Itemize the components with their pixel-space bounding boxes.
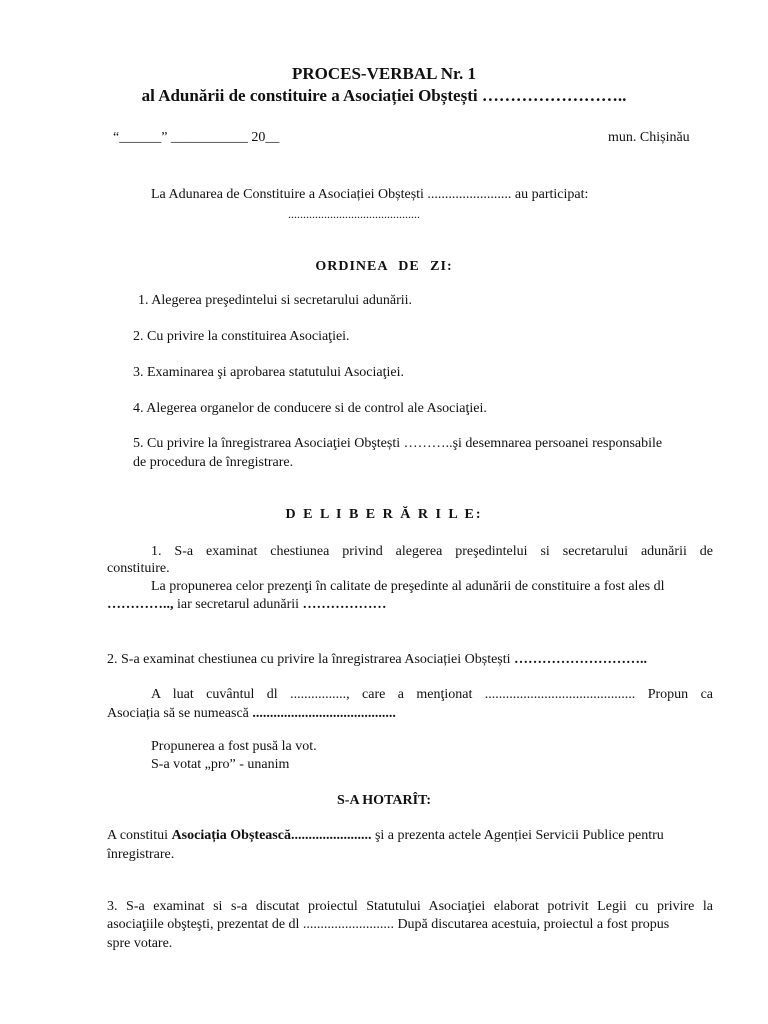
item3-line3: spre votare. [107, 936, 173, 951]
deliberation-1-line2: constituire. [107, 561, 170, 576]
decision-heading: S-A HOTARÎT: [337, 793, 431, 808]
secretary-text: iar secretarul adunării [173, 597, 303, 612]
deliberation-1-line3: La propunerea celor prezenţi în calitate de preşedinte al adunării de constituire a fost ales dl [151, 579, 665, 594]
deliberation-2-text: 2. S-a examinat chestiunea cu privire la înregistrarea Asociației Obștești [107, 652, 515, 667]
agenda-item-1: 1. Alegerea preşedintelui si secretarului adunării. [138, 293, 413, 308]
secretary-name-placeholder: ……………… [302, 597, 387, 612]
participants-placeholder: ............................................ [288, 207, 420, 221]
item3-line2 [107, 915, 669, 934]
vote-line-1: Propunerea a fost pusă la vot. [151, 739, 317, 754]
decision-line1 [107, 826, 664, 845]
deliberation-2-line [107, 650, 647, 669]
date-line: “______” ___________ 20__ [113, 130, 280, 145]
decision-text-b: şi a prezenta actele Agenției Servicii Publice pentru [371, 828, 664, 843]
speech-text: Asociația să se numească [107, 706, 253, 721]
deliberation-1-line1: 1. S-a examinat chestiunea privind alegerea preşedintelui si secretarului adunării de [151, 544, 713, 559]
city-label: mun. Chișinău [608, 130, 690, 145]
deliberation-1-line4 [107, 595, 387, 614]
vote-line-2: S-a votat „pro” - unanim [151, 757, 290, 772]
agenda-item-4: 4. Alegerea organelor de conducere si de control ale Asociaţiei. [133, 401, 487, 416]
item3-line1: 3. S-a examinat si s-a discutat proiectul Statutului Asociaţiei elaborat potrivit Legii cu privire la [107, 899, 713, 914]
item3-text-a: asociaţiile obşteşti, prezentat de dl ......................... [107, 917, 391, 932]
item3-text-b: . După discutarea acestuia, proiectul a fost propus [390, 917, 670, 932]
agenda-heading: ORDINEA DE ZI: [315, 259, 453, 274]
decision-association-name: Asociația Obștească....................... [171, 828, 372, 843]
agenda-item-5-cont: de procedura de înregistrare. [133, 455, 294, 470]
decision-line2: înregistrare. [107, 847, 175, 862]
document-title: PROCES-VERBAL Nr. 1 [291, 64, 477, 83]
document-subtitle: al Adunării de constituire a Asociației Obștești …………………….. [141, 86, 627, 105]
proposed-name-placeholder: ......................................... [252, 706, 396, 721]
association-name-placeholder: ……………………….. [514, 652, 648, 667]
agenda-item-2: 2. Cu privire la constituirea Asociaţiei. [133, 329, 350, 344]
speech-line1: A luat cuvântul dl ................, care a menţionat ........................................... Propun ca [151, 687, 713, 702]
decision-text-a: A constitui [107, 828, 172, 843]
agenda-item-5: 5. Cu privire la înregistrarea Asociaţiei Obştești ………..şi desemnarea persoanei responsabile [133, 436, 663, 451]
deliberations-heading: D E L I B E R Ă R I L E: [285, 507, 483, 522]
agenda-item-3: 3. Examinarea şi aprobarea statutului Asociaţiei. [133, 365, 404, 380]
speech-line2 [107, 704, 396, 723]
president-name-placeholder: ………….., [107, 597, 174, 612]
intro-line: La Adunarea de Constituire a Asociației Obștești ........................ au participat: [151, 187, 589, 202]
